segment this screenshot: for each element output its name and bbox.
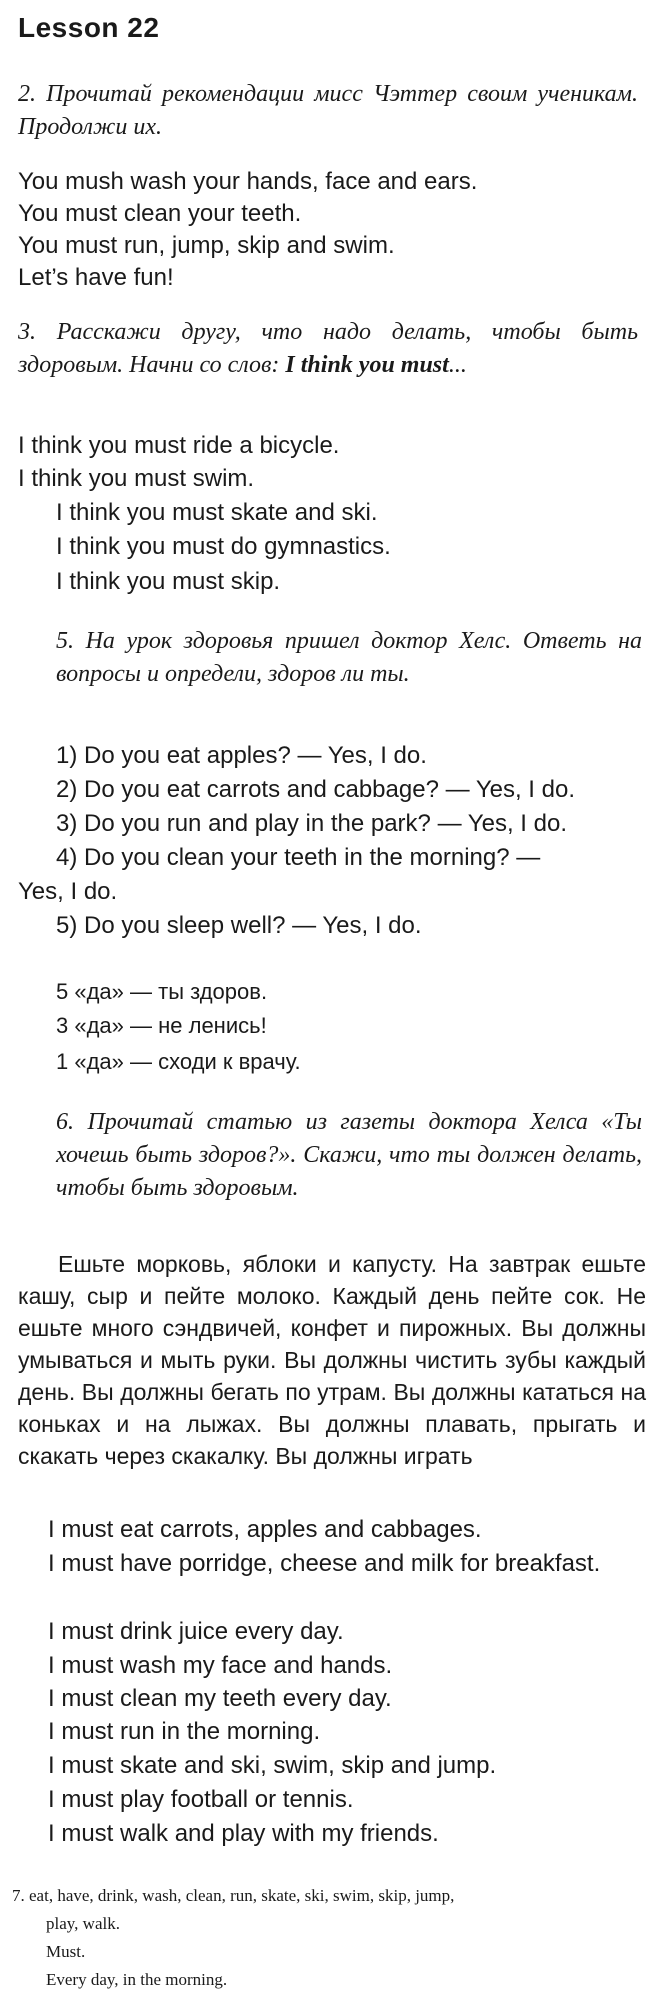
task-3-instruction-bold: I think you must [285, 352, 449, 378]
task-3-instruction-end: ... [448, 352, 467, 378]
task-6-instruction: 6. Прочитай статью из газеты доктора Хелса «Ты хочешь быть здоров?». Скажи, что ты должен делать, чтобы быть здоровым. [56, 1109, 642, 1201]
task-3-line: I think you must skate and ski. [56, 499, 378, 526]
task-3-instruction [18, 316, 638, 382]
task-6-answer: I must skate and ski, swim, skip and jump. [48, 1752, 497, 1779]
lesson-title: Lesson 22 [18, 12, 160, 43]
task-5-instruction: 5. На урок здоровья пришел доктор Хелс. Ответь на вопросы и определи, здоров ли ты. [56, 628, 642, 687]
task-2-line: You must run, jump, skip and swim. [18, 232, 395, 259]
task-6-answer: I must run in the morning. [48, 1718, 321, 1745]
task-5-question: 3) Do you run and play in the park? — Yes, I do. [56, 810, 567, 837]
task-6-answer: I must play football or tennis. [48, 1786, 354, 1813]
task-7-line: 7. eat, have, drink, wash, clean, run, skate, ski, swim, skip, jump, [12, 1886, 455, 1905]
task-5-result: 1 «да» — сходи к врачу. [56, 1049, 301, 1074]
task-5-result: 3 «да» — не ленись! [56, 1013, 267, 1038]
task-6-answer: I must drink juice every day. [48, 1618, 344, 1645]
task-6-answer: I must walk and play with my friends. [48, 1820, 439, 1847]
task-2-line: You mush wash your hands, face and ears. [18, 168, 478, 195]
task-5-question: 2) Do you eat carrots and cabbage? — Yes, I do. [56, 776, 575, 803]
task-5-question: 5) Do you sleep well? — Yes, I do. [56, 912, 422, 939]
task-5-question: Yes, I do. [18, 878, 118, 905]
task-3-line: I think you must do gymnastics. [56, 533, 391, 560]
task-7-line: Must. [46, 1942, 86, 1961]
task-5-result: 5 «да» — ты здоров. [56, 979, 268, 1004]
task-6-answer: I must have porridge, cheese and milk for breakfast. [48, 1550, 601, 1577]
task-3-instruction-text: 3. Расскажи другу, что надо делать, чтобы быть здоровым. Начни со слов: [18, 319, 638, 378]
task-6-answer: I must wash my face and hands. [48, 1652, 393, 1679]
task-2-instruction: 2. Прочитай рекомендации мисс Чэттер своим ученикам. Продолжи их. [18, 81, 638, 140]
task-7-line: play, walk. [46, 1914, 120, 1933]
task-7-line: Every day, in the morning. [46, 1970, 228, 1989]
task-7 [12, 1882, 642, 1994]
task-5-question: 4) Do you clean your teeth in the morning? — [56, 844, 541, 871]
task-6-article: Ешьте морковь, яблоки и капусту. На завтрак ешьте кашу, сыр и пейте молоко. Каждый день пейте сок. Не ешьте много сэндвичей, конфет и пирожных. Вы должны умываться и мыть руки. Вы должны чистить зубы каждый день. Вы должны бегать по утрам. Вы должны кататься на коньках и на лыжах. Вы должны плавать, прыгать и скакать через скакалку. Вы должны играть [18, 1251, 646, 1469]
task-3-line: I think you must skip. [56, 568, 281, 595]
task-3-line: I think you must ride a bicycle. [18, 432, 340, 459]
task-3-line: I think you must swim. [18, 465, 255, 492]
task-5-question: 1) Do you eat apples? — Yes, I do. [56, 742, 427, 769]
task-6-answer: I must clean my teeth every day. [48, 1685, 392, 1712]
task-6-answer: I must eat carrots, apples and cabbages. [48, 1516, 482, 1543]
task-2-line: Let’s have fun! [18, 264, 174, 291]
task-2-line: You must clean your teeth. [18, 200, 302, 227]
